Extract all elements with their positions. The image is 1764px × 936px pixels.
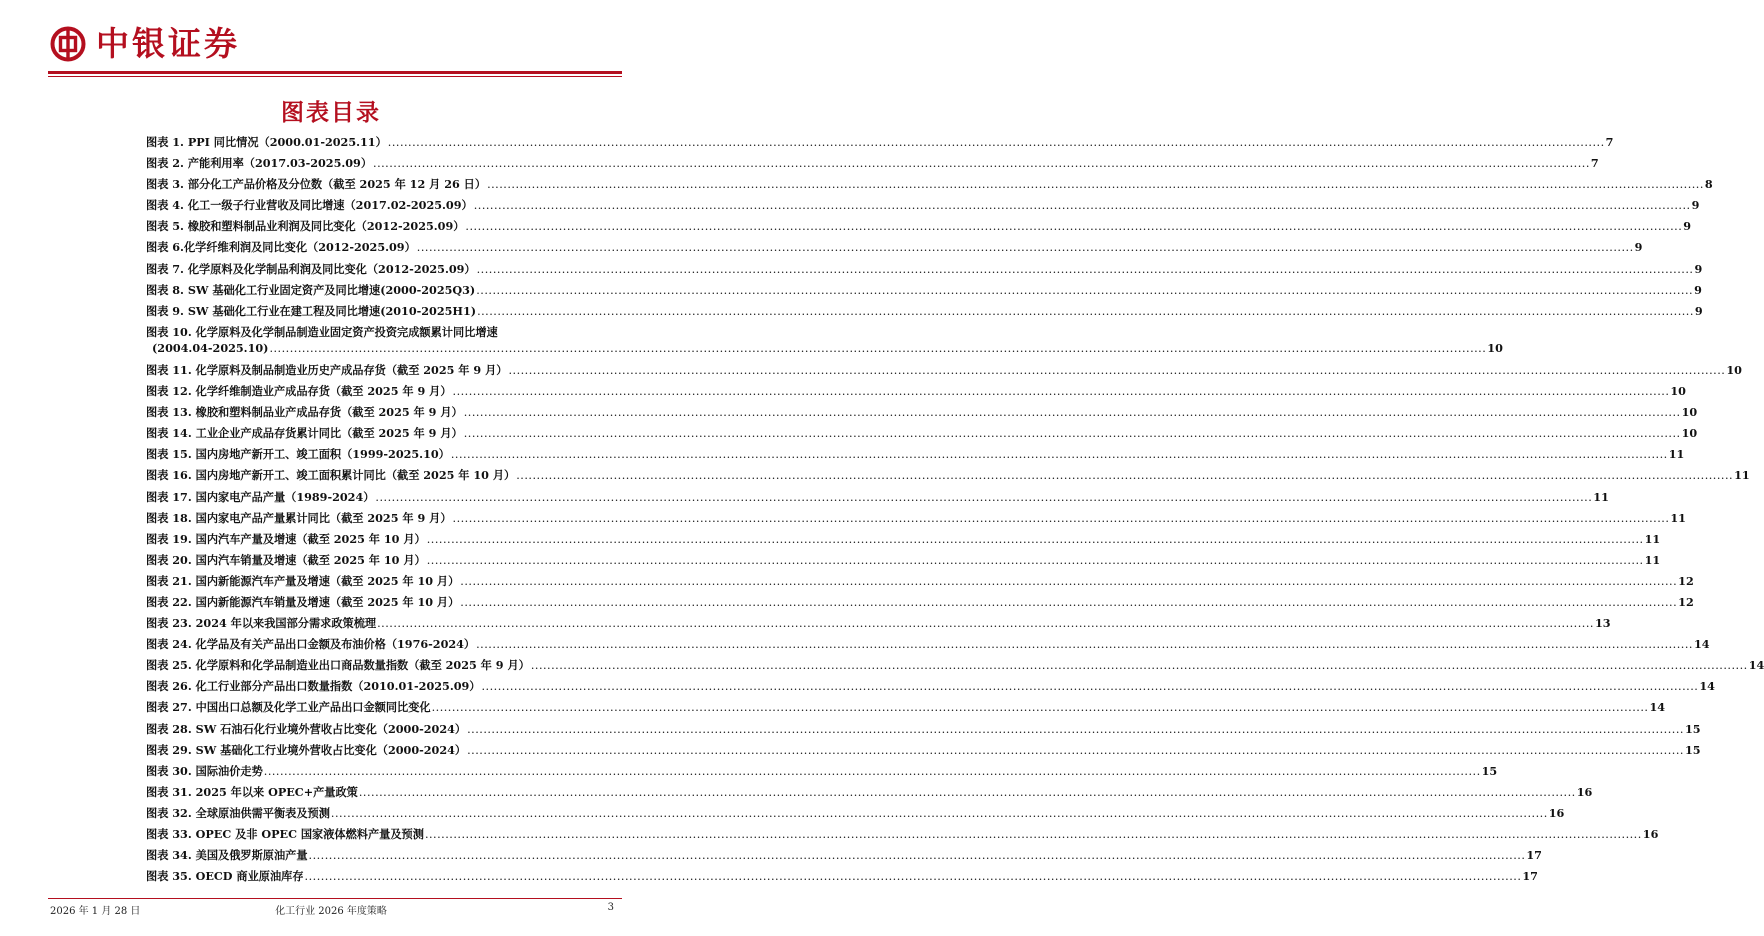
toc-dot-leader bbox=[467, 744, 1684, 757]
toc-dot-leader bbox=[309, 849, 1526, 862]
toc-dot-leader bbox=[464, 406, 1681, 419]
toc-entry-label: 图表 35. OECD 商业原油库存 bbox=[146, 869, 304, 884]
toc-entry-page: 9 bbox=[1694, 303, 1703, 318]
toc-dot-leader bbox=[477, 263, 1694, 276]
toc-entry-label: 图表 25. 化学原料和化学品制造业出口商品数量指数（截至 2025 年 9 月） bbox=[146, 658, 530, 673]
toc-entry-page: 7 bbox=[1605, 135, 1614, 149]
toc-dot-leader bbox=[531, 659, 1748, 672]
footer-page-number: 3 bbox=[607, 902, 614, 913]
toc-entry-continuation[interactable] bbox=[146, 340, 1503, 362]
toc-entry-label: 图表 16. 国内房地产新开工、竣工面积累计同比（截至 2025 年 10 月） bbox=[146, 468, 516, 483]
toc-entry-label: 图表 6.化学纤维利润及同比变化（2012-2025.09） bbox=[146, 240, 416, 255]
toc-dot-leader bbox=[331, 807, 1548, 820]
toc-entry[interactable] bbox=[146, 239, 1643, 260]
toc-entry-page: 14 bbox=[1649, 700, 1666, 715]
toc-dot-leader bbox=[375, 491, 1592, 504]
toc-entry-label: 图表 21. 国内新能源汽车产量及增速（截至 2025 年 10 月） bbox=[146, 573, 460, 588]
toc-entry-label: 图表 30. 国际油价走势 bbox=[146, 763, 263, 778]
toc-entry[interactable] bbox=[146, 489, 1609, 510]
toc-dot-leader bbox=[487, 178, 1704, 191]
toc-entry[interactable] bbox=[146, 573, 1694, 594]
toc-entry-label: (2004.04-2025.10) bbox=[152, 340, 269, 355]
table-of-figures bbox=[146, 134, 1764, 889]
toc-dot-leader bbox=[451, 448, 1668, 461]
toc-entry-label: 图表 9. SW 基础化工行业在建工程及同比增速(2010-2025H1) bbox=[146, 303, 477, 318]
toc-entry-label: 图表 22. 国内新能源汽车销量及增速（截至 2025 年 10 月） bbox=[146, 594, 460, 609]
toc-entry-label: 图表 29. SW 基础化工行业境外营收占比变化（2000-2024） bbox=[146, 742, 467, 757]
toc-entry-label: 图表 1. PPI 同比情况（2000.01-2025.11） bbox=[146, 135, 387, 149]
toc-entry-page: 11 bbox=[1668, 447, 1685, 462]
footer-divider bbox=[48, 898, 622, 899]
toc-entry-label: 图表 15. 国内房地产新开工、竣工面积（1999-2025.10） bbox=[146, 447, 450, 462]
toc-entry[interactable] bbox=[146, 383, 1686, 404]
toc-entry-label: 图表 20. 国内汽车销量及增速（截至 2025 年 10 月） bbox=[146, 552, 426, 567]
toc-entry[interactable] bbox=[146, 847, 1542, 868]
toc-entry[interactable] bbox=[146, 721, 1701, 742]
toc-entry[interactable] bbox=[146, 699, 1666, 720]
toc-entry-page: 9 bbox=[1634, 240, 1643, 255]
footer-doc-title: 化工行业 2026 年度策略 bbox=[275, 906, 387, 917]
toc-entry-label: 图表 34. 美国及俄罗斯原油产量 bbox=[146, 848, 308, 863]
toc-entry[interactable] bbox=[146, 425, 1698, 446]
toc-entry-page: 13 bbox=[1594, 616, 1611, 631]
toc-entry-page: 11 bbox=[1593, 489, 1609, 504]
toc-dot-leader bbox=[425, 828, 1642, 841]
toc-entry[interactable] bbox=[146, 362, 1742, 383]
toc-entry[interactable] bbox=[146, 678, 1715, 699]
toc-entry-page: 14 bbox=[1699, 679, 1715, 694]
toc-entry-page: 9 bbox=[1694, 261, 1703, 276]
toc-entry-page: 14 bbox=[1748, 658, 1764, 673]
toc-entry[interactable] bbox=[146, 261, 1703, 282]
toc-entry-page: 8 bbox=[1704, 177, 1713, 192]
toc-entry-page: 9 bbox=[1691, 198, 1700, 213]
toc-entry[interactable] bbox=[146, 615, 1611, 636]
toc-dot-leader bbox=[373, 157, 1590, 170]
toc-entry-page: 10 bbox=[1681, 426, 1698, 441]
toc-dot-leader bbox=[474, 199, 1691, 212]
toc-dot-leader bbox=[460, 575, 1677, 588]
toc-entry-label: 图表 24. 化学品及有关产品出口金额及布油价格（1976-2024） bbox=[146, 637, 476, 652]
toc-entry[interactable] bbox=[146, 805, 1565, 826]
toc-entry-page: 12 bbox=[1678, 594, 1694, 609]
toc-entry[interactable] bbox=[146, 868, 1538, 889]
toc-dot-leader bbox=[464, 427, 1681, 440]
toc-entry-label: 图表 17. 国内家电产品产量（1989-2024） bbox=[146, 489, 375, 504]
toc-entry-label: 图表 23. 2024 年以来我国部分需求政策梳理 bbox=[146, 616, 377, 631]
toc-entry[interactable] bbox=[146, 657, 1764, 678]
toc-entry-label: 图表 31. 2025 年以来 OPEC+产量政策 bbox=[146, 784, 358, 799]
toc-dot-leader bbox=[427, 554, 1644, 567]
toc-entry-page: 12 bbox=[1678, 573, 1694, 588]
toc-entry-label: 图表 28. SW 石油石化行业境外营收占比变化（2000-2024） bbox=[146, 721, 467, 736]
footer-date: 2026 年 1 月 28 日 bbox=[50, 906, 141, 917]
toc-entry[interactable] bbox=[146, 510, 1686, 531]
toc-dot-leader bbox=[467, 723, 1684, 736]
toc-dot-leader bbox=[460, 596, 1677, 609]
toc-entry[interactable] bbox=[146, 197, 1700, 218]
toc-entry-page: 15 bbox=[1684, 742, 1701, 757]
toc-entry[interactable] bbox=[146, 552, 1661, 573]
toc-dot-leader bbox=[453, 512, 1670, 525]
toc-entry-label: 图表 33. OPEC 及非 OPEC 国家液体燃料产量及预测 bbox=[146, 827, 424, 841]
toc-entry-page: 11 bbox=[1644, 531, 1661, 546]
toc-entry-page: 10 bbox=[1670, 384, 1686, 399]
toc-entry-page: 16 bbox=[1548, 805, 1565, 820]
toc-entry-label: 图表 14. 工业企业产成品存货累计同比（截至 2025 年 9 月） bbox=[146, 426, 463, 441]
toc-entry-label: 图表 19. 国内汽车产量及增速（截至 2025 年 10 月） bbox=[146, 531, 426, 546]
toc-dot-leader bbox=[481, 680, 1698, 693]
toc-entry-label: 图表 11. 化学原料及制品制造业历史产成品存货（截至 2025 年 9 月） bbox=[146, 362, 508, 377]
toc-entry-page: 15 bbox=[1481, 763, 1498, 778]
toc-entry-label: 图表 18. 国内家电产品产量累计同比（截至 2025 年 9 月） bbox=[146, 510, 452, 525]
toc-entry-label: 图表 12. 化学纤维制造业产成品存货（截至 2025 年 9 月） bbox=[146, 384, 452, 399]
toc-entry[interactable] bbox=[146, 446, 1685, 467]
toc-entry-page: 11 bbox=[1670, 510, 1686, 525]
toc-entry-page: 16 bbox=[1576, 784, 1593, 799]
toc-entry[interactable] bbox=[146, 176, 1713, 197]
toc-dot-leader bbox=[432, 701, 1649, 714]
toc-entry-page: 10 bbox=[1681, 405, 1698, 420]
toc-dot-leader bbox=[377, 617, 1594, 630]
toc-entry[interactable] bbox=[146, 784, 1593, 805]
toc-entry-page: 15 bbox=[1684, 721, 1701, 736]
header-divider-thin bbox=[48, 76, 622, 77]
toc-dot-leader bbox=[264, 765, 1481, 778]
toc-entry[interactable] bbox=[146, 282, 1702, 303]
toc-dot-leader bbox=[476, 638, 1693, 651]
header-divider bbox=[48, 71, 622, 74]
bank-of-china-logo-icon bbox=[50, 26, 86, 62]
toc-entry-label: 图表 27. 中国出口总额及化学工业产品出口金额同比变化 bbox=[146, 700, 431, 715]
page-header bbox=[48, 18, 622, 78]
toc-dot-leader bbox=[359, 786, 1576, 799]
toc-entry-page: 14 bbox=[1693, 637, 1710, 652]
toc-entry-label: 图表 3. 部分化工产品价格及分位数（截至 2025 年 12 月 26 日） bbox=[146, 177, 487, 192]
toc-entry-label: 图表 5. 橡胶和塑料制品业利润及同比变化（2012-2025.09） bbox=[146, 219, 465, 234]
toc-entry-label: 图表 2. 产能利用率（2017.03-2025.09） bbox=[146, 156, 373, 171]
toc-entry-page: 11 bbox=[1734, 468, 1750, 483]
toc-entry[interactable] bbox=[146, 134, 1614, 155]
toc-entry-label: 图表 26. 化工行业部分产品出口数量指数（2010.01-2025.09） bbox=[146, 679, 481, 694]
toc-dot-leader bbox=[269, 342, 1486, 355]
toc-entry[interactable] bbox=[146, 155, 1599, 176]
toc-entry[interactable] bbox=[146, 467, 1750, 488]
toc-dot-leader bbox=[516, 469, 1733, 482]
toc-entry[interactable] bbox=[146, 826, 1659, 847]
toc-dot-leader bbox=[477, 305, 1694, 318]
toc-entry-page: 10 bbox=[1487, 340, 1503, 355]
toc-entry[interactable] bbox=[146, 531, 1661, 552]
toc-entry-page: 11 bbox=[1644, 552, 1661, 567]
toc-dot-leader bbox=[417, 241, 1634, 254]
toc-entry-page: 16 bbox=[1642, 827, 1659, 841]
toc-dot-leader bbox=[476, 284, 1693, 297]
toc-entry[interactable] bbox=[146, 404, 1698, 425]
toc-entry-page: 9 bbox=[1683, 219, 1692, 234]
toc-entry-page: 7 bbox=[1590, 156, 1599, 171]
toc-entry-label: 图表 13. 橡胶和塑料制品业产成品存货（截至 2025 年 9 月） bbox=[146, 405, 463, 420]
toc-entry-label: 图表 10. 化学原料及化学制品制造业固定资产投资完成额累计同比增速 bbox=[146, 324, 498, 339]
toc-entry[interactable] bbox=[146, 763, 1498, 784]
toc-dot-leader bbox=[508, 364, 1725, 377]
toc-entry[interactable] bbox=[146, 636, 1710, 657]
brand-name: 中银证券 bbox=[96, 24, 240, 63]
toc-entry[interactable] bbox=[146, 324, 624, 341]
toc-entry[interactable] bbox=[146, 303, 1703, 324]
toc-entry-page: 17 bbox=[1522, 869, 1538, 884]
toc-entry-page: 17 bbox=[1526, 848, 1542, 863]
toc-dot-leader bbox=[465, 220, 1682, 233]
toc-entry[interactable] bbox=[146, 218, 1692, 239]
toc-entry[interactable] bbox=[146, 742, 1701, 763]
toc-entry-label: 图表 32. 全球原油供需平衡表及预测 bbox=[146, 805, 330, 820]
toc-entry-label: 图表 8. SW 基础化工行业固定资产及同比增速(2000-2025Q3) bbox=[146, 282, 476, 297]
toc-entry-page: 10 bbox=[1726, 362, 1742, 377]
toc-dot-leader bbox=[427, 533, 1644, 546]
toc-entry-label: 图表 7. 化学原料及化学制品利润及同比变化（2012-2025.09） bbox=[146, 261, 476, 276]
toc-entry[interactable] bbox=[146, 594, 1694, 615]
toc-dot-leader bbox=[388, 136, 1605, 149]
toc-entry-label: 图表 4. 化工一级子行业营收及同比增速（2017.02-2025.09） bbox=[146, 198, 473, 213]
toc-entry-page: 9 bbox=[1694, 282, 1702, 297]
toc-dot-leader bbox=[305, 870, 1522, 883]
toc-dot-leader bbox=[453, 385, 1670, 398]
page-title: 图表目录 bbox=[281, 100, 381, 126]
